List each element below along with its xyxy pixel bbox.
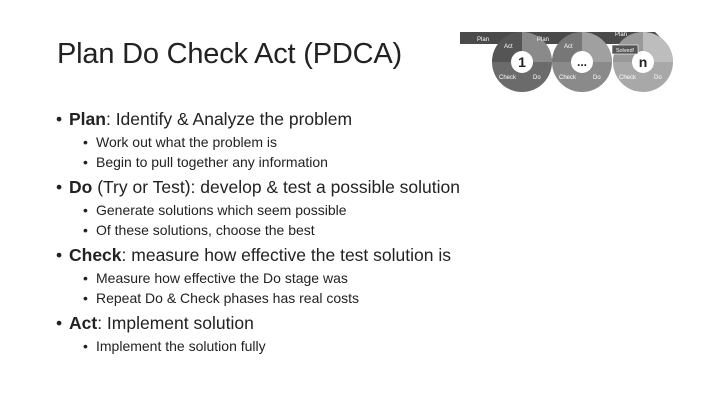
sub-bullet: • Generate solutions which seem possible [83,200,696,220]
cycle-3-plan: Plan [615,32,628,38]
bullet-term: Do [69,177,93,197]
cycle-2-act: Act [564,44,573,50]
sub-bullet: • Repeat Do & Check phases has real costs [83,288,696,308]
bullet-act [56,312,696,356]
bullet-list [56,108,696,360]
bullet-term: Act [69,313,98,333]
sub-list [69,132,696,172]
cycle-2-check: Check [559,75,577,81]
cycle-3-check: Check [619,75,637,81]
sub-list [69,268,696,308]
cycle-2-plan: Plan [537,37,550,43]
sub-bullet: • Work out what the problem is [83,132,696,152]
bullet-term: Plan [69,109,106,129]
cycle-2-do: Do [593,75,601,81]
cycle-3-do: Do [654,75,662,81]
sub-bullet: • Begin to pull together any information [83,152,696,172]
sub-list [69,336,696,356]
cycle-1-plan: Plan [477,37,490,43]
cycle-2-center: ... [576,55,588,69]
cycle-3-center: n [638,54,648,70]
slide-title: Plan Do Check Act (PDCA) [57,38,402,70]
bullet-text: : Identify & Analyze the problem [105,109,353,129]
cycle-1-check: Check [499,75,517,81]
bullet-text: : measure how effective the test solution is [121,245,451,265]
bullet-plan [56,108,696,172]
sub-list [69,200,696,240]
bullet-do [56,176,696,240]
solved-label: Solved! [615,48,635,54]
sub-bullet: • Of these solutions, choose the best [83,220,696,240]
sub-bullet: • Measure how effective the Do stage was [83,268,696,288]
cycle-1-act: Act [504,44,513,50]
sub-bullet: • Implement the solution fully [83,336,696,356]
pdca-iteration-diagram [455,24,695,96]
bullet-check [56,244,696,308]
bullet-text: : Implement solution [97,313,254,333]
cycle-1-do: Do [533,75,541,81]
bullet-term: Check [69,245,122,265]
cycle-1-center: 1 [518,54,526,70]
bullet-text: (Try or Test): develop & test a possible solution [92,177,460,197]
